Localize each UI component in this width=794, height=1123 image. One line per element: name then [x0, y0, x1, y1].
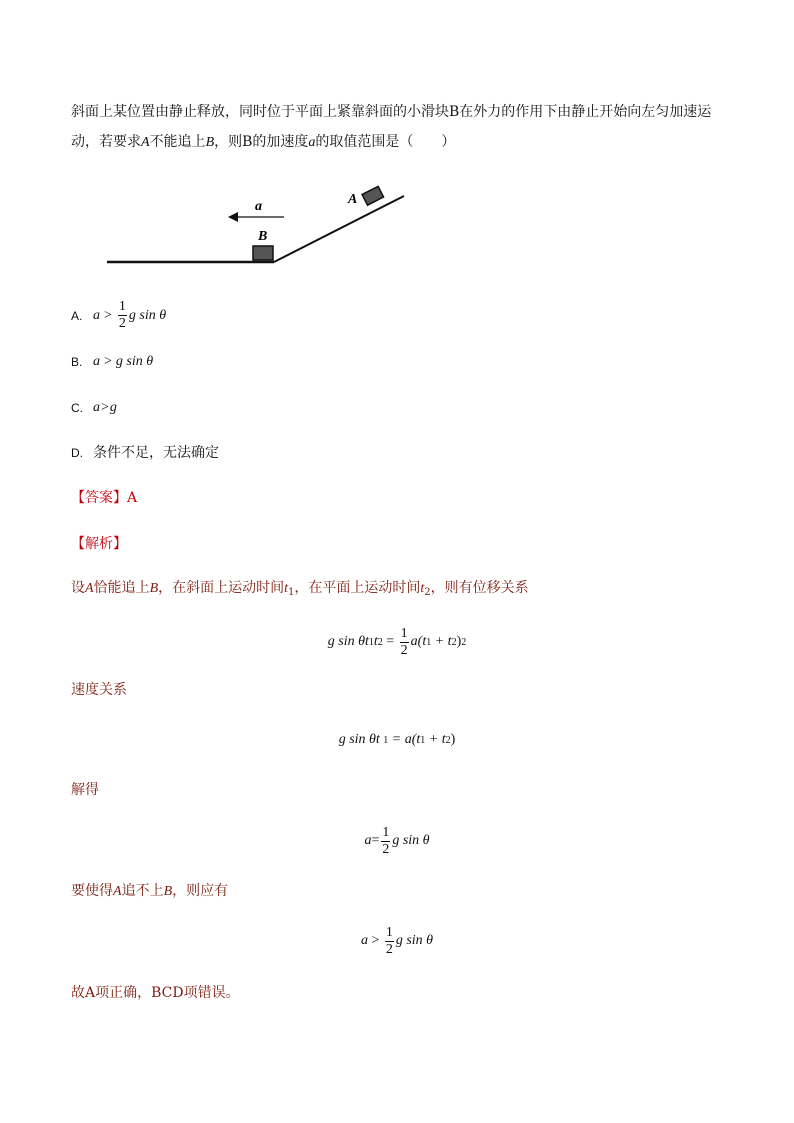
option-c: C. a > g	[71, 400, 117, 415]
incline-figure	[100, 180, 410, 270]
fraction: $\frac{1}{2}$	[118, 299, 126, 331]
analysis-p2: 速度关系	[71, 682, 127, 698]
question-line-2: 动，若要求A不能追上B，则B的加速度a的取值范围是（ ）	[71, 134, 456, 150]
answer-line	[71, 488, 137, 508]
option-b: B. a > g sin θ	[71, 354, 154, 369]
block-a	[362, 186, 383, 205]
question-line-1: 斜面上某位置由静止释放，同时位于平面上紧靠斜面的小滑块B在外力的作用下由静止开始向左匀加速运	[71, 104, 712, 120]
answer-value: A	[127, 490, 138, 506]
option-a: A. a > $\frac{1}{2}$ g sin θ	[71, 299, 167, 331]
analysis-p3: 解得	[71, 782, 99, 798]
equation-displacement: g sin θt 1 t 2 = $\frac{1}{2}$ a(t 1 + t 2 ) 2	[327, 625, 467, 658]
analysis-label: 【解析】	[71, 536, 127, 552]
equation-solution: a = $\frac{1}{2}$ g sin θ	[364, 824, 430, 857]
option-d: D. 条件不足，无法确定	[71, 445, 219, 461]
block-b	[253, 246, 273, 260]
fraction: $\frac{1}{2}$	[400, 625, 408, 658]
fraction: $\frac{1}{2}$	[382, 824, 390, 857]
fraction: $\frac{1}{2}$	[385, 924, 393, 957]
answer-label: 【答案】	[71, 490, 127, 506]
analysis-p1: 设A恰能追上B，在斜面上运动时间$t_1$，在平面上运动时间$t_2$，则有位移关系	[71, 580, 529, 598]
label-B: B	[258, 229, 268, 244]
incline-line	[274, 196, 404, 262]
arrow-head	[228, 212, 238, 222]
equation-velocity: g sin θt 1 = a(t 1 + t 2 )	[338, 732, 456, 747]
equation-condition: a > $\frac{1}{2}$ g sin θ	[360, 924, 434, 957]
label-a: a	[255, 199, 262, 214]
analysis-conclusion: 故A项正确，BCD项错误。	[71, 985, 240, 1001]
analysis-p4: 要使得A追不上B，则应有	[71, 883, 229, 899]
label-A: A	[348, 192, 358, 207]
